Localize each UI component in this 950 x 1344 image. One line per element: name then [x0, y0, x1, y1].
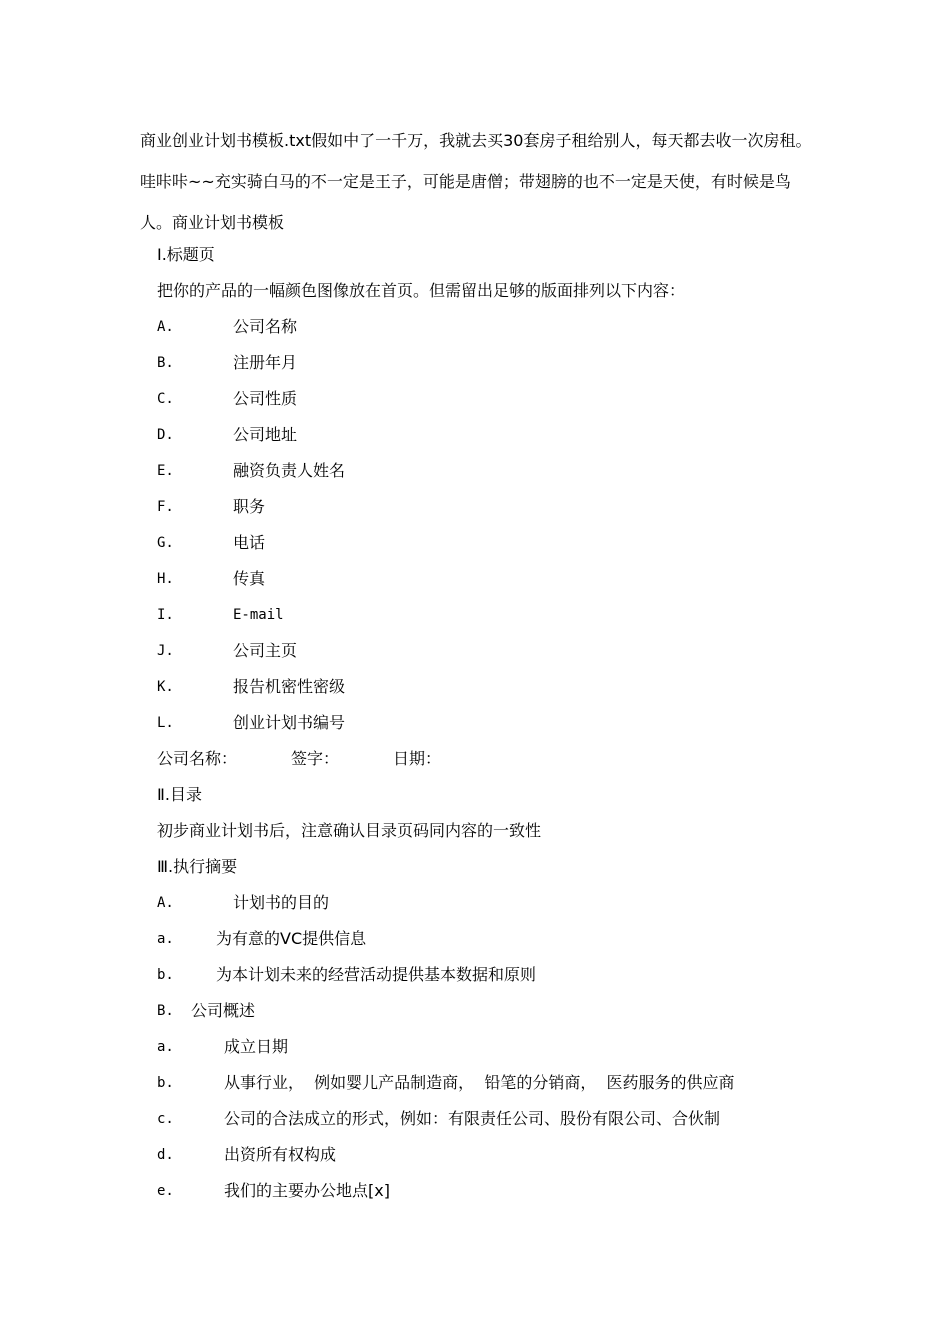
intro-paragraph: 商业创业计划书模板.txt假如中了一千万，我就去买30套房子租给别人，每天都去收一次房租。哇咔咔~~充实骑白马的不一定是王子，可能是唐僧；带翅膀的也不一定是天使，有时候是鸟人。商业计划书模板 — [140, 131, 812, 232]
subitem-letter: a. — [157, 1039, 174, 1055]
signature-date-label: 日期： — [393, 749, 442, 768]
item-letter: B. — [157, 1003, 174, 1019]
item-letter: F. — [157, 499, 174, 515]
item-text: 创业计划书编号 — [233, 713, 346, 732]
item-text: 电话 — [233, 533, 266, 552]
item-text: 公司概述 — [191, 1001, 256, 1020]
item-text: 注册年月 — [233, 353, 298, 372]
subitem-text: 为有意的VC提供信息 — [216, 929, 367, 948]
subitem-letter: c. — [157, 1111, 174, 1127]
item-text: 融资负责人姓名 — [233, 461, 346, 480]
item-text: 公司主页 — [233, 641, 298, 660]
signature-company-label: 公司名称： — [157, 749, 238, 768]
subitem-text: 出资所有权构成 — [224, 1145, 337, 1164]
item-text: 计划书的目的 — [233, 893, 330, 912]
item-letter: K. — [157, 679, 174, 695]
item-text: 职务 — [233, 497, 266, 516]
subitem-letter: d. — [157, 1147, 174, 1163]
item-letter: D. — [157, 427, 174, 443]
item-letter: L. — [157, 715, 174, 731]
subitem-letter: e. — [157, 1183, 174, 1199]
item-letter: C. — [157, 391, 174, 407]
item-letter: G. — [157, 535, 174, 551]
item-letter: I. — [157, 607, 174, 623]
item-text: 公司名称 — [233, 317, 298, 336]
section-heading-title-page: Ⅰ.标题页 — [157, 245, 215, 264]
item-text: 报告机密性密级 — [233, 677, 346, 696]
section-heading-toc: Ⅱ.目录 — [157, 785, 202, 804]
subitem-text: 成立日期 — [224, 1037, 289, 1056]
section-heading-executive-summary: Ⅲ.执行摘要 — [157, 857, 238, 876]
subitem-text: 为本计划未来的经营活动提供基本数据和原则 — [216, 965, 537, 984]
subitem-letter: b. — [157, 1075, 174, 1091]
item-letter: E. — [157, 463, 174, 479]
section-description: 把你的产品的一幅颜色图像放在首页。但需留出足够的版面排列以下内容： — [157, 281, 686, 300]
item-letter: J. — [157, 643, 174, 659]
subitem-text: 我们的主要办公地点[x] — [224, 1181, 390, 1200]
subitem-text: 公司的合法成立的形式，例如：有限责任公司、股份有限公司、合伙制 — [224, 1109, 721, 1128]
item-text: 公司地址 — [233, 425, 298, 444]
item-text: 公司性质 — [233, 389, 298, 408]
item-text: 传真 — [233, 569, 266, 588]
item-letter: H. — [157, 571, 174, 587]
item-text: E-mail — [233, 607, 284, 623]
item-letter: A. — [157, 895, 174, 911]
subitem-letter: b. — [157, 967, 174, 983]
subitem-text: 从事行业， 例如婴儿产品制造商， 铅笔的分销商， 医药服务的供应商 — [224, 1073, 735, 1092]
item-letter: B. — [157, 355, 174, 371]
section-description: 初步商业计划书后，注意确认目录页码同内容的一致性 — [157, 821, 542, 840]
item-letter: A. — [157, 319, 174, 335]
signature-label: 签字： — [291, 749, 340, 768]
subitem-letter: a. — [157, 931, 174, 947]
